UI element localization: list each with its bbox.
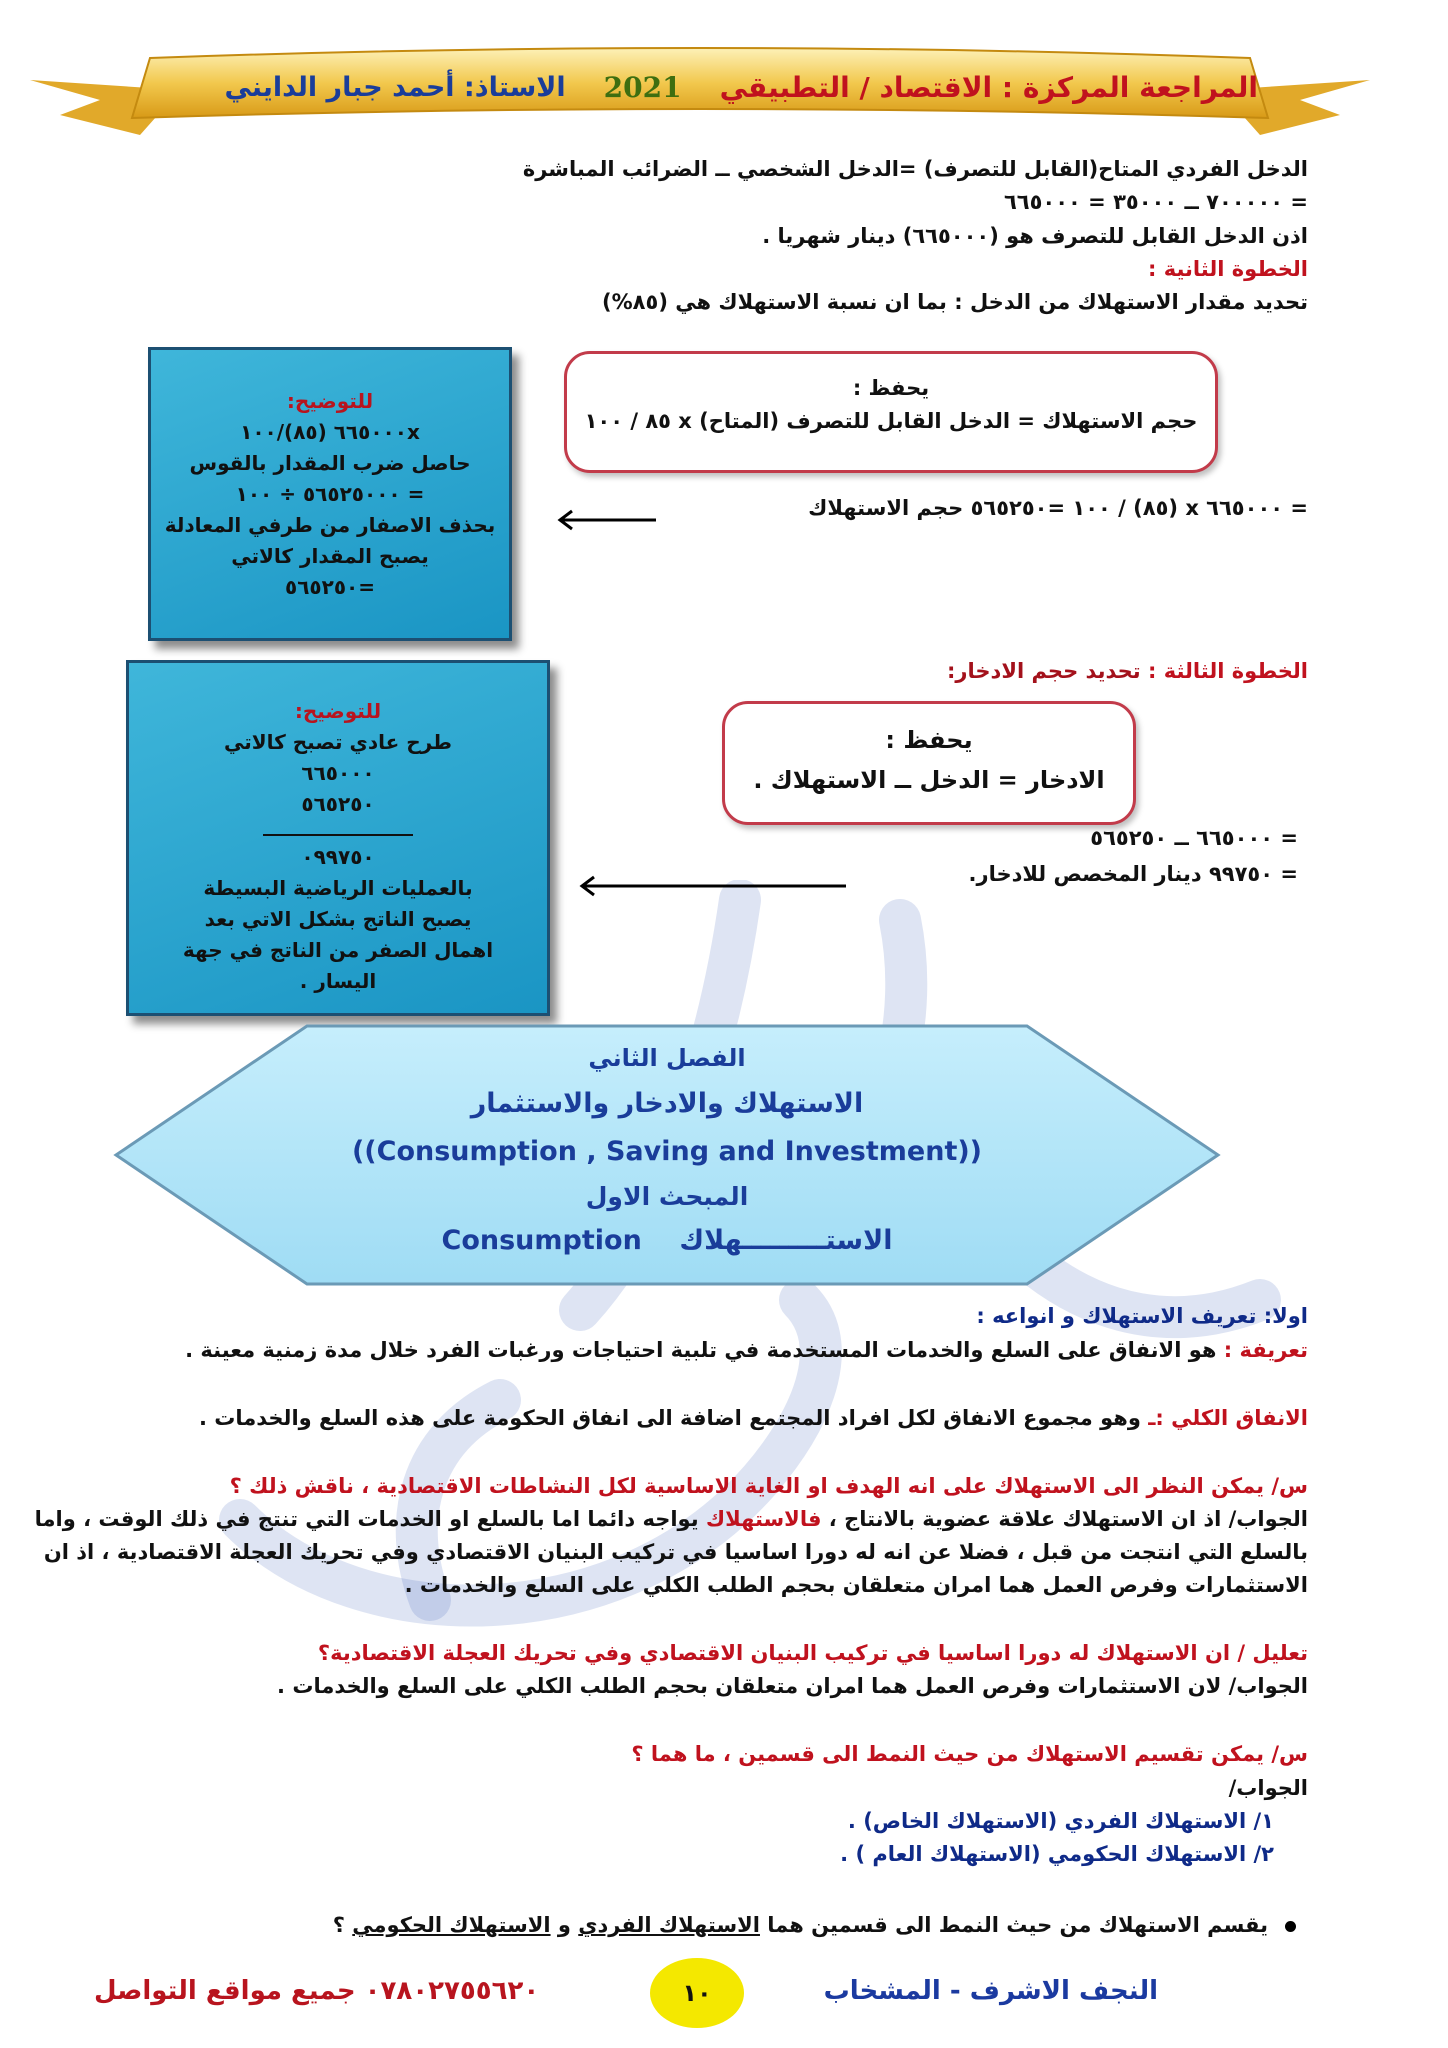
step2-memo-label: يحفظ : bbox=[852, 376, 930, 400]
answer-2: الجواب/ لان الاستثمارات وفرص العمل هما امران متعلقان بحجم الطلب الكلي على السلع والخدمات . bbox=[277, 1674, 1308, 1698]
step1-line3: اذن الدخل القابل للتصرف هو (٦٦٥٠٠٠) دينار شهريا . bbox=[762, 224, 1308, 248]
step2-calc: = ٦٦٥٠٠٠ x (٨٥) / ١٠٠ =٥٦٥٢٥٠ حجم الاستهلاك bbox=[808, 496, 1308, 520]
answer-3-label: الجواب/ bbox=[1228, 1776, 1308, 1800]
arrow-left-icon bbox=[556, 507, 658, 533]
step3-calc2: = ٩٩٧٥٠ دينار المخصص للادخار. bbox=[968, 862, 1298, 886]
answer-1-line3: الاستثمارات وفرص العمل هما امران متعلقان بحجم الطلب الكلي على السلع والخدمات . bbox=[404, 1573, 1308, 1597]
question-2-text: ان الاستهلاك له دورا اساسيا في تركيب البنيان الاقتصادي وفي تحريك العجلة الاقتصادية؟ bbox=[317, 1641, 1238, 1665]
step2-note-line: =٥٦٥٢٥٠ bbox=[284, 575, 375, 599]
footer-location: النجف الاشرف - المشخاب bbox=[823, 1976, 1158, 2006]
bullet-icon bbox=[1285, 1921, 1296, 1932]
section-topic bbox=[112, 1225, 1222, 1256]
step2-note-line: حاصل ضرب المقدار بالقوس bbox=[189, 451, 471, 475]
step3-heading: الخطوة الثالثة : bbox=[1148, 659, 1308, 683]
step2-memo-box bbox=[564, 351, 1218, 473]
answer-3-item1: ١/ الاستهلاك الفردي (الاستهلاك الخاص) . bbox=[847, 1809, 1274, 1833]
step2-heading: الخطوة الثانية : bbox=[1148, 257, 1308, 281]
answer-1-part: الجواب/ اذ ان الاستهلاك علاقة عضوية بالانتاج ، bbox=[821, 1507, 1308, 1531]
definition-text: هو الانفاق على السلع والخدمات المستخدمة في تلبية احتياجات ورغبات الفرد خلال مدة زمنية معينة . bbox=[185, 1338, 1217, 1362]
step3-note-heading: للتوضيح: bbox=[294, 699, 382, 723]
step1-line1: الدخل الفردي المتاح(القابل للتصرف) =الدخل الشخصي ــ الضرائب المباشرة bbox=[522, 157, 1308, 181]
chapter-title: الفصل الثاني bbox=[588, 1044, 746, 1072]
step2-desc: تحديد مقدار الاستهلاك من الدخل : بما ان نسبة الاستهلاك هي (٨٥%) bbox=[602, 290, 1308, 314]
subtraction-rule bbox=[263, 834, 413, 836]
step2-note-heading: للتوضيح: bbox=[286, 389, 374, 413]
step3-note-line: اهمال الصفر من الناتج في جهة bbox=[182, 938, 494, 962]
chapter-subtitle: الاستهلاك والادخار والاستثمار bbox=[470, 1088, 864, 1119]
step3-heading-rest: تحديد حجم الادخار: bbox=[947, 659, 1141, 683]
header-text bbox=[224, 62, 1258, 112]
chapter-english: ((Consumption , Saving and Investment)) bbox=[351, 1136, 983, 1167]
section-topic-en: Consumption bbox=[441, 1225, 642, 1256]
step3-note-line: طرح عادي تصبح كالاتي bbox=[224, 730, 452, 754]
definition bbox=[185, 1334, 1308, 1367]
step3-calc1: = ٦٦٥٠٠٠ ــ ٥٦٥٢٥٠ bbox=[1090, 826, 1298, 850]
section-topic-ar: الاستـــــــــهلاك bbox=[679, 1225, 893, 1256]
header-year: 2021 bbox=[603, 70, 682, 104]
step3-memo-formula: الادخار = الدخل ــ الاستهلاك . bbox=[753, 766, 1105, 794]
footer-contact: ٠٧٨٠٢٧٥٥٦٢٠ جميع مواقع التواصل bbox=[94, 1976, 540, 2006]
answer-1-line2: بالسلع التي انتجت من قبل ، فضلا عن انه له دورا اساسيا في تركيب البنيان الاقتصادي وفي تحريك العجلة الاقتصادية ، اذ ان bbox=[43, 1540, 1308, 1564]
step2-note-line: ٦٦٥٠٠٠x (٨٥)/١٠٠ bbox=[240, 420, 420, 444]
step2-note-box bbox=[148, 347, 512, 641]
answer-1-line1 bbox=[35, 1503, 1308, 1536]
question-3: س/ يمكن تقسيم الاستهلاك من حيث النمط الى قسمين ، ما هما ؟ bbox=[631, 1742, 1308, 1766]
step3-heading-line bbox=[947, 655, 1308, 688]
arrow-left-icon bbox=[578, 873, 848, 899]
header-teacher: الاستاذ: أحمد جبار الدايني bbox=[224, 71, 566, 103]
definition-label: تعريفة : bbox=[1223, 1338, 1308, 1362]
step2-note-line: يصبح المقدار كالاتي bbox=[231, 544, 429, 568]
step2-note-line: = ٥٦٥٢٥٠٠٠ ÷ ١٠٠ bbox=[235, 482, 425, 506]
first-heading: اولا: تعريف الاستهلاك و انواعه : bbox=[976, 1304, 1308, 1328]
step2-note-line: بحذف الاصفار من طرفي المعادلة bbox=[164, 513, 496, 537]
answer-1-keyword: فالاستهلاك bbox=[705, 1507, 822, 1531]
bullet-text: يقسم الاستهلاك من حيث النمط الى قسمين هما bbox=[759, 1913, 1268, 1937]
step2-memo-formula: حجم الاستهلاك = الدخل القابل للتصرف (المتاح) x ٨٥ / ١٠٠ bbox=[584, 409, 1198, 433]
bullet-term: الاستهلاك الفردي bbox=[578, 1913, 760, 1937]
header-title: المراجعة المركزة : الاقتصاد / التطبيقي bbox=[719, 70, 1258, 104]
step3-note-line: بالعمليات الرياضية البسيطة bbox=[203, 876, 473, 900]
bullet-term: الاستهلاك الحكومي bbox=[352, 1913, 551, 1937]
total-spending-text: وهو مجموع الانفاق لكل افراد المجتمع اضافة الى انفاق الحكومة على هذه السلع والخدمات . bbox=[199, 1406, 1141, 1430]
total-spending bbox=[199, 1402, 1308, 1435]
total-spending-label: الانفاق الكلي :ـ bbox=[1148, 1406, 1308, 1430]
question-2-label: تعليل / bbox=[1237, 1641, 1308, 1665]
step1-line2: = ٧٠٠٠٠٠ ــ ٣٥٠٠٠ = ٦٦٥٠٠٠ bbox=[1003, 190, 1308, 214]
section-title: المبحث الاول bbox=[585, 1182, 749, 1211]
bullet-summary bbox=[333, 1909, 1268, 1942]
bullet-text: و bbox=[550, 1913, 579, 1937]
page-number: ١٠ bbox=[650, 1958, 744, 2028]
step3-memo-box bbox=[722, 701, 1136, 825]
bullet-text: ؟ bbox=[332, 1913, 353, 1937]
question-2 bbox=[318, 1637, 1308, 1670]
step3-note-line: ٦٦٥٠٠٠ bbox=[301, 761, 375, 785]
step3-note-line: يصبح الناتج بشكل الاتي بعد bbox=[204, 907, 472, 931]
step3-note-line: اليسار . bbox=[299, 969, 377, 993]
step3-note-line: ٥٦٥٢٥٠ bbox=[301, 792, 375, 816]
question-1: س/ يمكن النظر الى الاستهلاك على انه الهدف او الغاية الاساسية لكل النشاطات الاقتصادية ، ناقش ذلك ؟ bbox=[229, 1474, 1308, 1498]
answer-3-item2: ٢/ الاستهلاك الحكومي (الاستهلاك العام ) . bbox=[840, 1842, 1274, 1866]
chapter-hexagon bbox=[112, 1022, 1222, 1288]
step3-memo-label: يحفظ : bbox=[885, 726, 973, 754]
step3-note-box bbox=[126, 660, 550, 1016]
step3-note-line: ٠٩٩٧٥٠ bbox=[301, 845, 375, 869]
answer-1-part: يواجه دائما اما بالسلع او الخدمات التي تنتج في ذلك الوقت ، واما bbox=[34, 1507, 706, 1531]
